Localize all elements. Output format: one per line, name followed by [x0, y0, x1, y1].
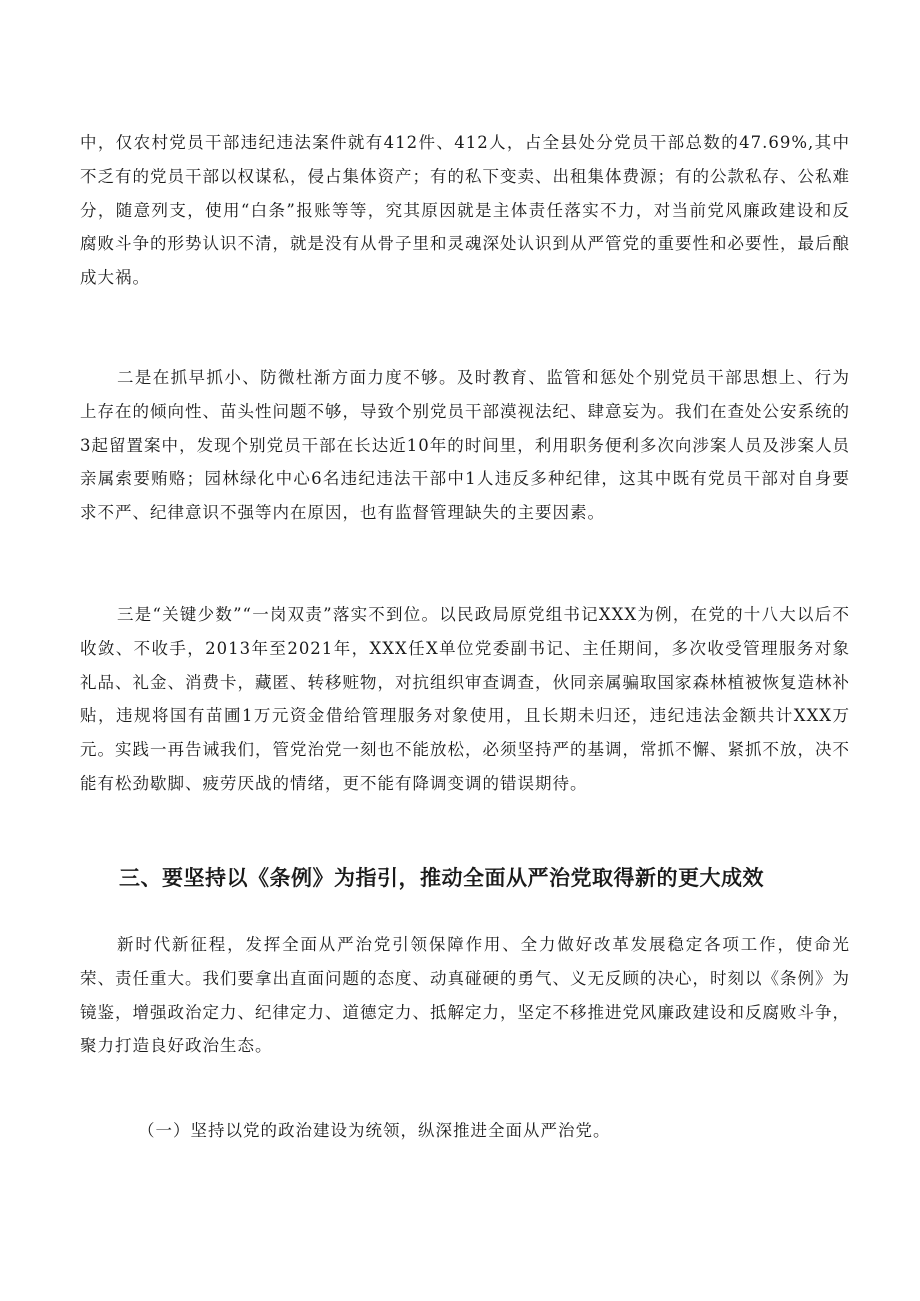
body-paragraph: 中，仅农村党员干部违纪违法案件就有412件、412人，占全县处分党员干部总数的47.69%,其中不乏有的党员干部以权谋私，侵占集体资产；有的私下变卖、出租集体费源；有的公款私存、公私难分，随意列支，使用“白条”报账等等，究其原因就是主体责任落实不力，对当前党风廉政建设和反腐败斗争的形势认识不清，就是没有从骨子里和灵魂深处认识到从严管党的重要性和必要性，最后酿成大祸。 — [80, 133, 850, 288]
section-heading: 三、要坚持以《条例》为指引，推动全面从严治党取得新的更大成效 — [119, 866, 764, 890]
subsection-heading: （一）坚持以党的政治建设为统领，纵深推进全面从严治党。 — [138, 1121, 611, 1140]
body-paragraph: 新时代新征程，发挥全面从严治党引领保障作用、全力做好改革发展稳定各项工作，使命光荣、责任重大。我们要拿出直面问题的态度、动真碰硬的勇气、义无反顾的决心，时刻以《条例》为镜鉴，增强政治定力、纪律定力、道德定力、抵解定力，坚定不移推进党风廉政建设和反腐败斗争，聚力打造良好政治生态。 — [80, 935, 850, 1056]
body-paragraph: 二是在抓早抓小、防微杜渐方面力度不够。及时教育、监管和惩处个别党员干部思想上、行为上存在的倾向性、苗头性问题不够，导致个别党员干部漠视法纪、肆意妄为。我们在查处公安系统的3起留置案中，发现个别党员干部在长达近10年的时间里，利用职务便利多次向涉案人员及涉案人员亲属索要贿赂；园林绿化中心6名违纪违法干部中1人违反多种纪律，这其中既有党员干部对自身要求不严、纪律意识不强等内在原因，也有监督管理缺失的主要因素。 — [80, 368, 850, 523]
body-paragraph: 三是“关键少数”“一岗双责”落实不到位。以民政局原党组书记XXX为例，在党的十八大以后不收敛、不收手，2013年至2021年，XXX任X单位党委副书记、主任期间，多次收受管理服务对象礼品、礼金、消费卡，藏匿、转移赃物，对抗组织审查调查，伙同亲属骗取国家森林植被恢复造林补贴，违规将国有苗圃1万元资金借给管理服务对象使用，且长期未归还，违纪违法金额共计XXX万元。实践一再告诫我们，管党治党一刻也不能放松，必须坚持严的基调，常抓不懈、紧抓不放，决不能有松劲歇脚、疲劳厌战的情绪，更不能有降调变调的错误期待。 — [80, 605, 850, 793]
